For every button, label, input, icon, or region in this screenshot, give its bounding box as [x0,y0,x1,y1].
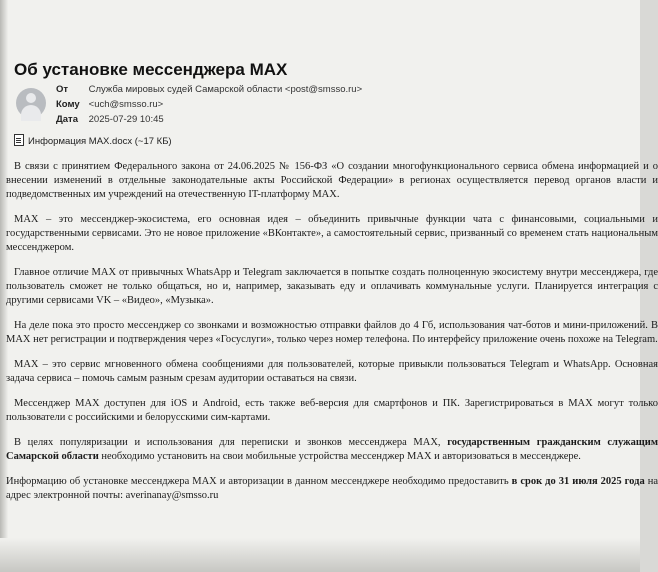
body-paragraph-1: В связи с принятием Федерального закона от 24.06.2025 № 156-ФЗ «О создании многофункционального сервиса обмена информацией и о внесении изменений в отдельные законодательные акты Российской Федерации» в регионах осуществляется перевод органов власти и подведомственных им учреждений на отечественную IT-платформу МАХ. [6,161,658,200]
body-paragraph-7 [6,436,658,464]
from-row [56,82,362,97]
email-body [6,160,658,514]
body-paragraph-2: МАХ – это мессенджер-экосистема, его основная идея – объединить привычные функции чата с финансовыми, социальными и государственными сервисами. Это не новое приложение «ВКонтакте», а самостоятельный сервис, призванный со временем стать национальным мессенджером. [6,214,658,253]
from-value[interactable]: Служба мировых судей Самарской области <post@smsso.ru> [88,84,363,95]
sender-avatar-icon [16,88,46,118]
p7-end: необходимо установить на свои мобильные устройства мессенджер МАХ и авторизоваться в мессенджере. [98,451,581,462]
p8-bold: в срок до 31 июля 2025 года [511,476,645,487]
body-paragraph-3: Главное отличие МАХ от привычных WhatsApp и Telegram заключается в попытке создать полноценную экосистему внутри мессенджера, где пользователь сможет не только общаться, но и, например, заказывать еду и оплачивать коммунальные услуги. Планируется интеграция с другими сервисами VK – «Видео», «Музыка». [6,267,658,306]
body-paragraph-5: МАХ – это сервис мгновенного обмена сообщениями для пользователей, которые привыкли пользоваться Telegram и WhatsApp. Основная задача сервиса – помочь самым разным срезам аудитории оставаться на связи. [6,359,658,384]
body-paragraph-8 [6,475,658,503]
p8-end: на адрес электронной почты: averinanay@smsso.ru [6,476,658,501]
date-label: Дата [56,114,78,125]
email-subject: Об установке мессенджера МАХ [14,60,288,79]
page-shadow-bottom [0,538,640,572]
attachment-name[interactable]: Информация МАХ.docx (~17 КБ) [28,136,172,147]
document-icon [14,134,24,146]
body-paragraph-4: На деле пока это просто мессенджер со звонками и возможностью отправки файлов до 4 Гб, использования чат-ботов и мини-приложений. В МАХ нет регистрации и подтверждения через «Госуслуги», только через номер телефона. По интерфейсу приложение очень похоже на Telegram. [6,320,658,345]
p7-bold: государственным гражданским служащим Самарской области [6,437,658,462]
from-label: От [56,84,69,95]
attachment[interactable] [14,134,172,147]
body-paragraph-6: Мессенджер МАХ доступен для iOS и Android, есть также веб-версия для смартфонов и ПК. Зарегистрироваться в МАХ могут только пользователи с российскими и белорусскими сим-картами. [6,398,658,423]
email-header-fields [56,82,362,127]
date-value: 2025-07-29 10:45 [88,114,164,125]
p7-start: В целях популяризации и использования для переписки и звонков мессенджера МАХ, [14,437,448,448]
date-row [56,112,362,127]
to-label: Кому [56,99,80,110]
p8-start: Информацию об установке мессенджера МАХ и авторизации в данном мессенджере необходимо предоставить [6,476,512,487]
to-row [56,97,362,112]
to-value[interactable]: <uch@smsso.ru> [88,99,164,110]
